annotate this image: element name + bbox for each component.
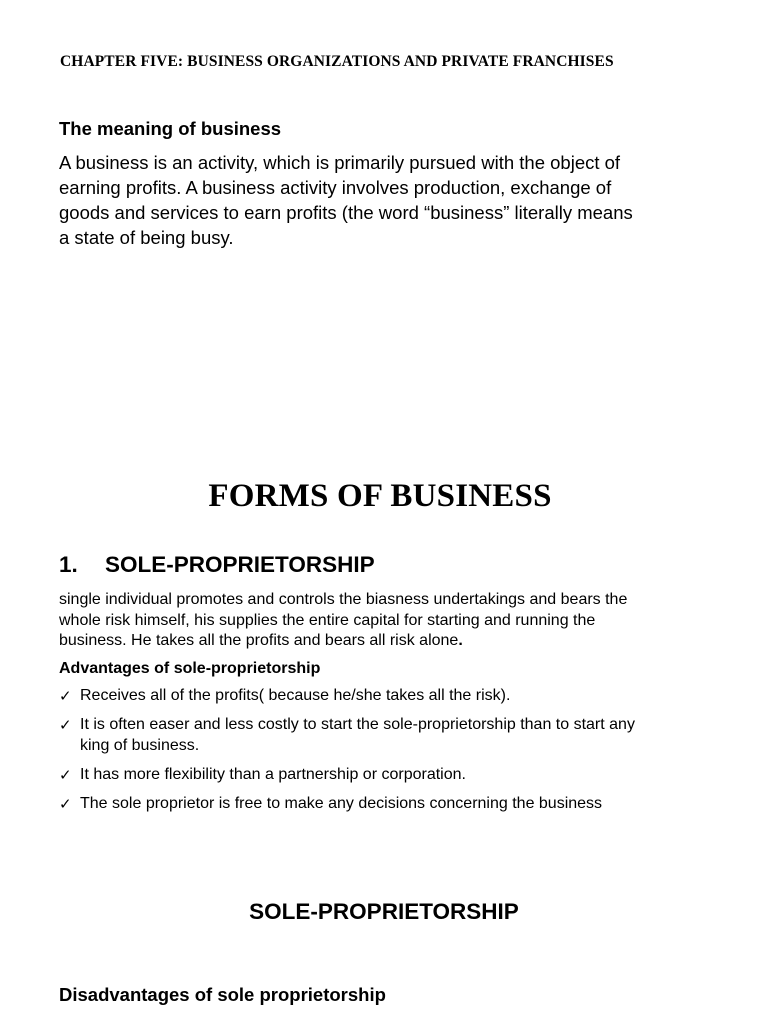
paragraph-line: whole risk himself, his supplies the entire capital for starting and running the xyxy=(59,611,596,629)
paragraph-line xyxy=(59,631,739,652)
checkmark-icon: ✓ xyxy=(59,716,72,734)
list-item-line: It is often easer and less costly to start the sole-proprietorship than to start any xyxy=(80,716,635,733)
paragraph-line-text: business. He takes all the profits and bears all risk alone xyxy=(59,632,459,649)
advantages-title: Advantages of sole-proprietorship xyxy=(59,660,321,677)
list-item-line: king of business. xyxy=(80,736,200,754)
heading-number: 1. xyxy=(59,552,78,577)
list-item-text xyxy=(80,715,739,756)
paragraph-line: goods and services to earn profits (the word “business” literally means xyxy=(59,202,633,223)
meaning-section-title: The meaning of business xyxy=(59,118,282,139)
list-item xyxy=(59,765,739,786)
checkmark-icon: ✓ xyxy=(59,794,72,813)
list-item-line: The sole proprietor is free to make any decisions concerning the business xyxy=(80,794,603,812)
heading-text: SOLE-PROPRIETORSHIP xyxy=(105,552,375,577)
sole-proprietorship-title: SOLE-PROPRIETORSHIP xyxy=(249,899,519,924)
list-item-text xyxy=(80,794,739,815)
paragraph-period: . xyxy=(458,632,463,649)
paragraph-line: A business is an activity, which is primarily pursued with the object of xyxy=(59,152,621,173)
sole-proprietorship-heading xyxy=(59,552,375,578)
chapter-heading: CHAPTER FIVE: BUSINESS ORGANIZATIONS AND PRIVATE FRANCHISES xyxy=(60,53,614,70)
list-item xyxy=(59,715,739,756)
list-item xyxy=(59,686,739,707)
list-item xyxy=(59,794,739,815)
paragraph-line: earning profits. A business activity involves production, exchange of xyxy=(59,177,612,198)
list-item-line: It has more flexibility than a partnership or corporation. xyxy=(80,765,466,783)
checkmark-icon: ✓ xyxy=(59,765,72,784)
list-item-text xyxy=(80,686,739,707)
sole-proprietorship-paragraph xyxy=(59,590,739,652)
forms-of-business-title: FORMS OF BUSINESS xyxy=(208,478,552,514)
advantages-list xyxy=(59,686,739,823)
meaning-paragraph xyxy=(59,150,709,250)
list-item-line: Receives all of the profits( because he/she takes all the risk). xyxy=(80,687,511,704)
paragraph-line: single individual promotes and controls the biasness undertakings and bears the xyxy=(59,591,628,608)
disadvantages-title: Disadvantages of sole proprietorship xyxy=(59,984,386,1005)
list-item-text xyxy=(80,765,739,786)
paragraph-line: a state of being busy. xyxy=(59,227,234,248)
checkmark-icon: ✓ xyxy=(59,687,72,705)
